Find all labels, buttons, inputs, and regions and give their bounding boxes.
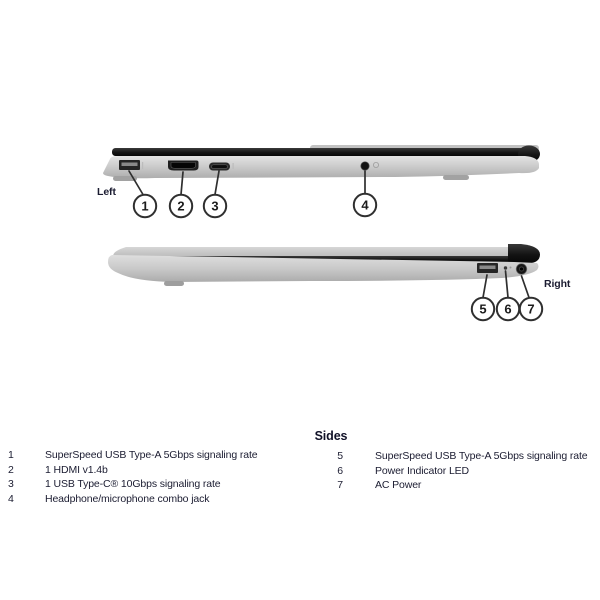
legend-number: 3 xyxy=(8,478,14,491)
legend-row xyxy=(8,493,288,508)
right-view-label: Right xyxy=(544,278,571,290)
rubber-foot xyxy=(443,175,469,180)
callout-circles xyxy=(134,194,376,217)
legend-description: Power Indicator LED xyxy=(375,464,470,477)
callout-number-3: 3 xyxy=(211,198,219,214)
usb-a-port-icon xyxy=(119,160,143,170)
legend-row xyxy=(300,479,598,494)
callout-circles xyxy=(472,298,542,320)
legend-row xyxy=(8,449,288,464)
legend-number: 5 xyxy=(337,450,343,462)
legend-description: SuperSpeed USB Type-A 5Gbps signaling rate xyxy=(45,449,258,461)
laptop-lid-edge xyxy=(112,148,539,156)
legend-row xyxy=(8,478,288,493)
legend-number: 4 xyxy=(8,492,14,505)
left-side-view-image xyxy=(95,142,550,222)
callout-number-6: 6 xyxy=(504,301,512,317)
laptop-hinge-cap xyxy=(508,244,540,264)
ac-power-jack-icon xyxy=(516,264,527,275)
callout-number-1: 1 xyxy=(141,198,149,214)
legend-row xyxy=(8,464,288,479)
legend-description: Headphone/microphone combo jack xyxy=(45,492,210,505)
legend-number: 6 xyxy=(337,464,343,477)
legend-description: AC Power xyxy=(375,479,422,492)
right-side-view-image xyxy=(100,240,550,325)
callout-number-7: 7 xyxy=(527,301,535,317)
legend-row xyxy=(300,465,598,480)
legend-description: 1 USB Type-C® 10Gbps signaling rate xyxy=(45,478,221,491)
usb-a-port-icon xyxy=(477,263,498,273)
legend-description: SuperSpeed USB Type-A 5Gbps signaling rate xyxy=(375,450,588,462)
callout-number-2: 2 xyxy=(177,198,185,214)
left-view-label: Left xyxy=(97,186,116,198)
legend-description: 1 HDMI v1.4b xyxy=(45,463,108,476)
legend-number: 1 xyxy=(8,449,14,461)
legend-title: Sides xyxy=(314,429,348,443)
legend-number: 2 xyxy=(8,463,14,476)
legend-right-column xyxy=(300,450,598,494)
legend-left-column xyxy=(8,449,288,507)
legend-row xyxy=(300,450,598,465)
callout-number-5: 5 xyxy=(479,301,487,317)
rubber-foot xyxy=(164,281,184,286)
legend-number: 7 xyxy=(337,479,343,492)
hdmi-port-icon xyxy=(168,161,199,171)
callout-number-4: 4 xyxy=(361,197,369,213)
